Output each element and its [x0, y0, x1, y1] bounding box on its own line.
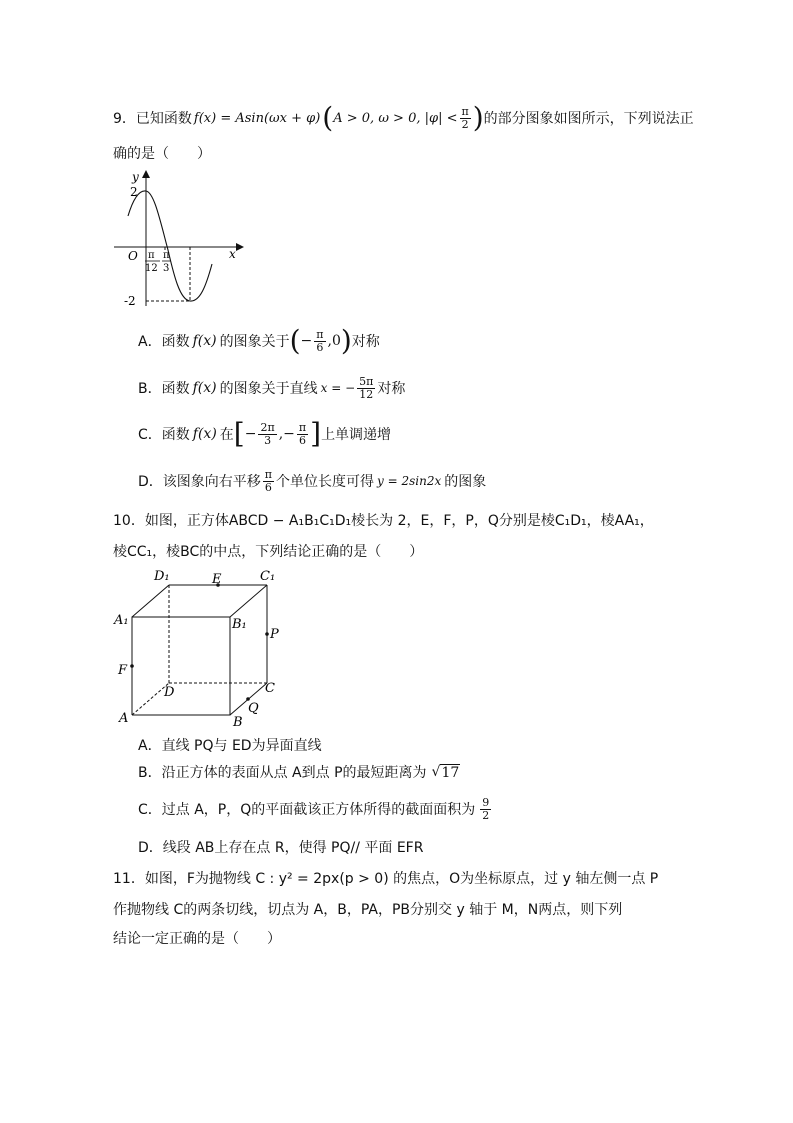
q9-origin-label: O	[128, 249, 138, 263]
q10-option-a[interactable]: A．直线 PQ与 ED为异面直线	[138, 738, 322, 754]
q9-left-paren: (	[322, 101, 334, 134]
q11-stem-line1: 11．如图，F为抛物线 C : y² = 2px(p > 0) 的焦点，O为坐标原点，过 y 轴左侧一点 P	[113, 871, 659, 887]
q10-point-f	[130, 664, 134, 668]
q10-label-c: C	[265, 681, 275, 696]
q9-stem-line2: 确的是（ ）	[113, 146, 211, 162]
q9-cond-fraction: $\frac{\pi}{2}$	[461, 104, 469, 131]
q9-y-max-label: 2	[130, 185, 138, 199]
q10-label-e: E	[212, 572, 222, 587]
q9-x-label: x	[229, 247, 236, 261]
q9-stem-a: 已知函数	[135, 111, 192, 127]
q9-sine-curve	[128, 191, 212, 301]
q10-edge-A1D1	[132, 585, 169, 617]
q10-label-b1: B₁	[232, 617, 247, 632]
q11-stem-line2: 作抛物线 C的两条切线，切点为 A，B，PA，PB分别交 y 轴于 M，N两点，则下列	[113, 902, 623, 918]
q9-option-d[interactable]: D．该图象向右平移 $\frac{\pi}{6}$ 个单位长度可得 y = 2sin2x 的图象	[138, 467, 487, 494]
q9-right-paren: )	[472, 101, 484, 134]
q10-label-a: A	[119, 711, 129, 726]
q9-y-min-label: -2	[124, 294, 136, 308]
q10-option-b[interactable]: B．沿正方体的表面从点 A到点 P的最短距离为 √ 17	[138, 764, 460, 781]
q10-label-d: D	[164, 685, 175, 700]
q9-tick1-den: 12	[145, 263, 158, 274]
q10-stem-line1: 10．如图，正方体ABCD − A₁B₁C₁D₁棱长为 2，E，F，P，Q分别是棱C₁D₁，棱AA₁，	[113, 513, 654, 529]
q9-tick2-den: 3	[163, 263, 170, 274]
q10-option-d[interactable]: D．线段 AB上存在点 R，使得 PQ// 平面 EFR	[138, 840, 424, 856]
q9-function: f(x) = Asin(ωx + φ)	[193, 110, 321, 126]
q9-stem-line1	[113, 101, 694, 135]
q9-tick2-num: π	[163, 250, 170, 261]
q9-y-axis-arrow	[142, 170, 150, 178]
q10-label-f: F	[118, 663, 128, 678]
q10-front-face	[132, 617, 230, 715]
q9-stem-b: 的部分图象如图所示，下列说法正	[483, 111, 694, 127]
q9-condition: A > 0, ω > 0, |φ| <	[333, 110, 458, 126]
q10-label-p: P	[270, 627, 279, 642]
q10-label-c1: C₁	[260, 569, 276, 584]
q9-tick1-num: π	[148, 250, 155, 261]
q9-x-axis-arrow	[236, 243, 244, 251]
q11-stem-line3: 结论一定正确的是（ ）	[113, 931, 281, 947]
q10-edge-B1C1	[230, 585, 267, 617]
q9-number: 9．	[113, 111, 136, 127]
q10-label-q: Q	[248, 701, 259, 716]
q9-y-label: y	[132, 170, 139, 184]
q9-option-a[interactable]: A．函数 f(x) 的图象关于 ( − $\frac{\pi}{6}$ ,0 ) 对称	[138, 324, 380, 357]
q9-option-c[interactable]: C．函数 f(x) 在 [ − $\frac{2\pi}{3}$ ,− $\frac{\pi}{6}$ ] 上单调递增	[138, 417, 392, 450]
q10-point-p	[265, 632, 269, 636]
q10-label-a1: A₁	[114, 613, 129, 628]
q10-label-d1: D₁	[154, 569, 170, 584]
q10-cube-figure	[112, 566, 287, 731]
q10-stem-line2: 棱CC₁，棱BC的中点，下列结论正确的是（ ）	[113, 544, 424, 560]
q9-option-b[interactable]: B．函数 f(x) 的图象关于直线 x = − $\frac{5\pi}{12}$ 对称	[138, 374, 406, 401]
q10-option-c[interactable]: C．过点 A，P，Q的平面截该正方体所得的截面面积为 $\frac{9}{2}$	[138, 795, 490, 822]
q9-sine-graph	[108, 168, 248, 313]
q10-sqrt-sign: √	[431, 764, 441, 780]
q10-label-b: B	[233, 715, 243, 730]
